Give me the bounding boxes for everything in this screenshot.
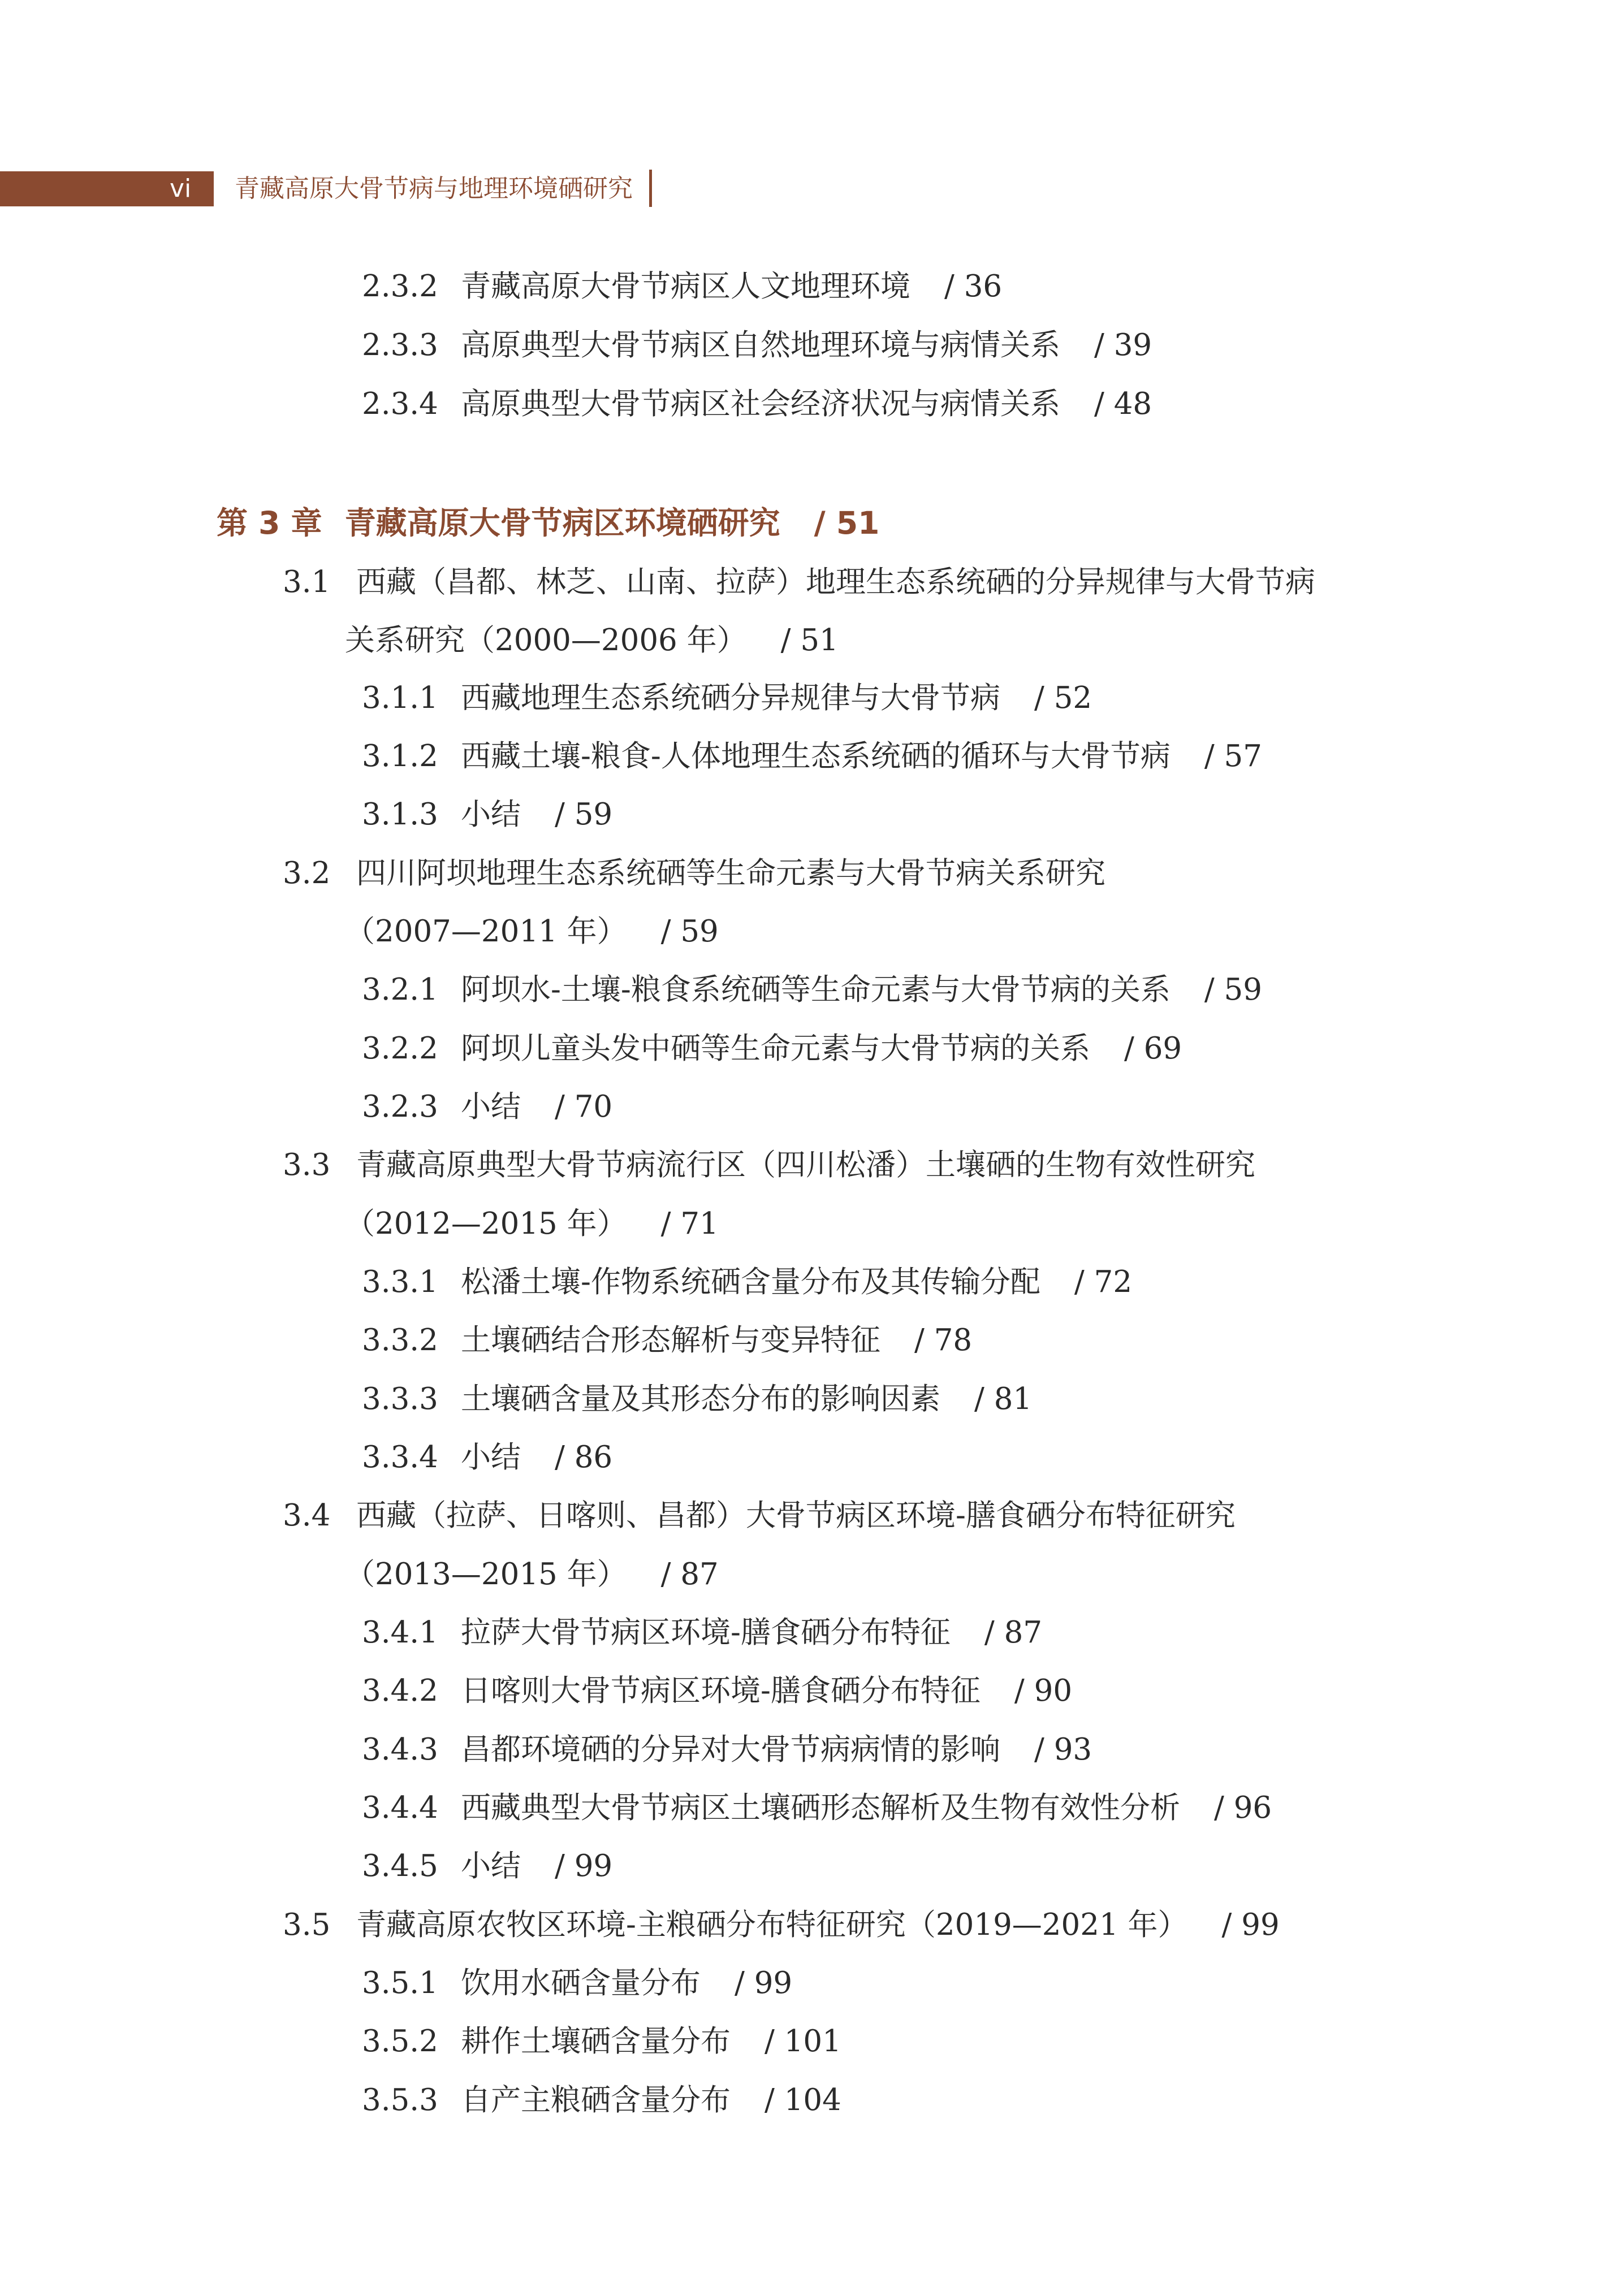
toc-entry-3-3-4[interactable]: 3.3.4 小结 / 86	[362, 1440, 613, 1475]
chapter-heading[interactable]	[217, 503, 879, 543]
toc-entry-3-5[interactable]: 3.5 青藏高原农牧区环境-主粮硒分布特征研究（2019—2021 年） / 99	[283, 1908, 1280, 1942]
toc-entry-2-3-3[interactable]: 2.3.3 高原典型大骨节病区自然地理环境与病情关系 / 39	[362, 328, 1152, 362]
toc-entry-3-3-3[interactable]: 3.3.3 土壤硒含量及其形态分布的影响因素 / 81	[362, 1382, 1033, 1416]
chapter-label: 第 3 章	[217, 505, 322, 541]
toc-entry-3-4-3[interactable]: 3.4.3 昌都环境硒的分异对大骨节病病情的影响 / 93	[362, 1732, 1092, 1767]
toc-entry-3-4-1[interactable]: 3.4.1 拉萨大骨节病区环境-膳食硒分布特征 / 87	[362, 1615, 1043, 1650]
toc-entry-3-3-2[interactable]: 3.3.2 土壤硒结合形态解析与变异特征 / 78	[362, 1323, 973, 1358]
running-title: 青藏高原大骨节病与地理环境硒研究	[235, 174, 633, 203]
toc-entry-3-3-1[interactable]: 3.3.1 松潘土壤-作物系统硒含量分布及其传输分配 / 72	[362, 1265, 1133, 1299]
chapter-page: / 51	[814, 505, 880, 541]
toc-entry-3-2-3[interactable]: 3.2.3 小结 / 70	[362, 1090, 613, 1124]
toc-entry-3-1[interactable]: 3.1 西藏（昌都、林芝、山南、拉萨）地理生态系统硒的分异规律与大骨节病	[283, 565, 1315, 599]
toc-entry-3-3-line2[interactable]: （2012—2015 年） / 71	[345, 1207, 719, 1241]
toc-entry-3-4-4[interactable]: 3.4.4 西藏典型大骨节病区土壤硒形态解析及生物有效性分析 / 96	[362, 1791, 1272, 1825]
chapter-title: 青藏高原大骨节病区环境硒研究	[344, 505, 780, 541]
toc-entry-3-1-2[interactable]: 3.1.2 西藏土壤-粮食-人体地理生态系统硒的循环与大骨节病 / 57	[362, 739, 1262, 773]
toc-entry-3-3[interactable]: 3.3 青藏高原典型大骨节病流行区（四川松潘）土壤硒的生物有效性研究	[283, 1148, 1255, 1182]
toc-entry-3-4-2[interactable]: 3.4.2 日喀则大骨节病区环境-膳食硒分布特征 / 90	[362, 1674, 1073, 1708]
toc-entry-3-4-5[interactable]: 3.4.5 小结 / 99	[362, 1849, 613, 1883]
toc-entry-3-2[interactable]: 3.2 四川阿坝地理生态系统硒等生命元素与大骨节病关系研究	[283, 856, 1105, 890]
toc-entry-3-5-3[interactable]: 3.5.3 自产主粮硒含量分布 / 104	[362, 2083, 841, 2117]
toc-entry-3-2-line2[interactable]: （2007—2011 年） / 59	[345, 914, 719, 949]
toc-entry-3-2-2[interactable]: 3.2.2 阿坝儿童头发中硒等生命元素与大骨节病的关系 / 69	[362, 1031, 1182, 1066]
toc-entry-3-4-line2[interactable]: （2013—2015 年） / 87	[345, 1557, 719, 1592]
toc-entry-3-1-line2[interactable]: 关系研究（2000—2006 年） / 51	[345, 623, 839, 658]
toc-entry-2-3-2[interactable]: 2.3.2 青藏高原大骨节病区人文地理环境 / 36	[362, 269, 1003, 304]
header-divider	[649, 170, 652, 207]
toc-entry-3-1-3[interactable]: 3.1.3 小结 / 59	[362, 797, 613, 832]
toc-entry-3-5-1[interactable]: 3.5.1 饮用水硒含量分布 / 99	[362, 1966, 793, 2000]
toc-entry-3-2-1[interactable]: 3.2.1 阿坝水-土壤-粮食系统硒等生命元素与大骨节病的关系 / 59	[362, 972, 1262, 1007]
toc-entry-3-4[interactable]: 3.4 西藏（拉萨、日喀则、昌都）大骨节病区环境-膳食硒分布特征研究	[283, 1498, 1236, 1533]
toc-entry-3-1-1[interactable]: 3.1.1 西藏地理生态系统硒分异规律与大骨节病 / 52	[362, 681, 1092, 715]
toc-entry-3-5-2[interactable]: 3.5.2 耕作土壤硒含量分布 / 101	[362, 2024, 841, 2059]
toc-entry-2-3-4[interactable]: 2.3.4 高原典型大骨节病区社会经济状况与病情关系 / 48	[362, 387, 1152, 421]
page-number: vi	[170, 174, 192, 203]
